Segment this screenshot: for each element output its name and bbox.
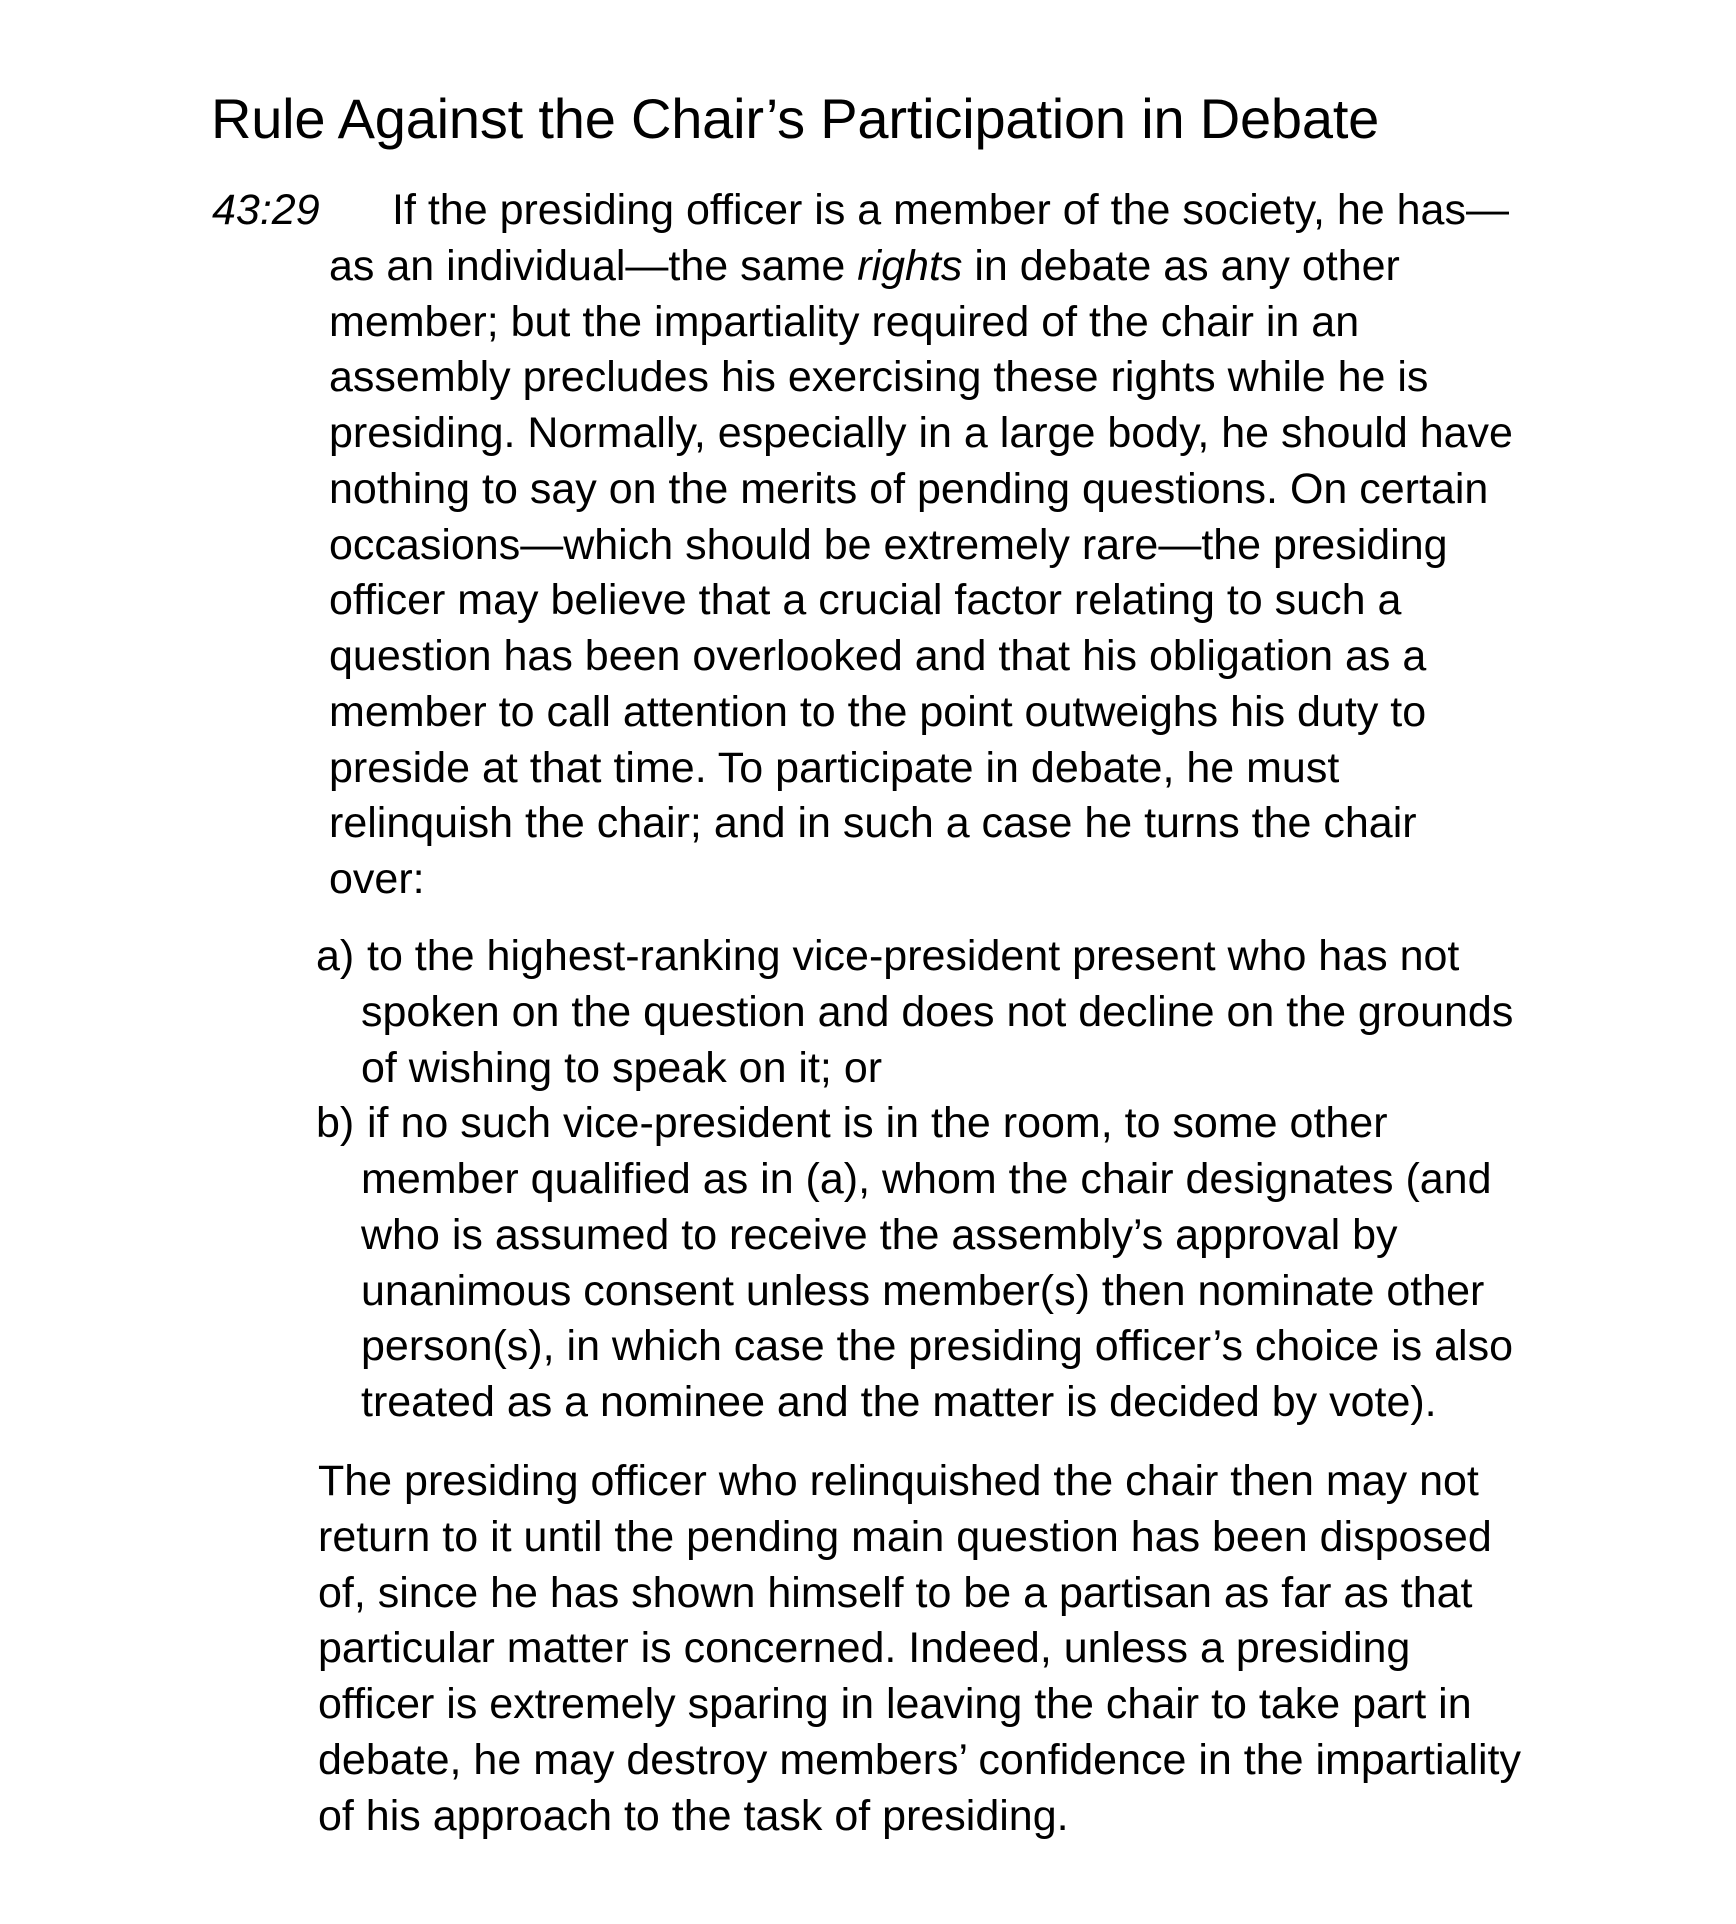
paragraph-line: relinquish the chair; and in such a case he turns the chair [329,799,1417,848]
sub-list [0,929,1513,1431]
paragraph-line [0,239,1513,295]
list-line: treated as a nominee and the matter is decided by vote). [361,1378,1437,1426]
list-line [0,1096,1513,1152]
list-line: person(s), in which case the presiding officer’s choice is also [361,1322,1514,1371]
paragraph-number: 43:29 [212,186,320,234]
paragraph-line [0,183,1513,239]
list-line: spoken on the question and does not decline on the grounds [361,987,1514,1036]
closing-paragraph [0,1454,1521,1844]
paragraph-43-29 [0,183,1513,908]
paragraph-line: nothing to say on the merits of pending questions. On certain [329,464,1489,513]
paragraph-line: occasions—which should be extremely rare—the presiding [329,520,1448,569]
section-title: Rule Against the Chair’s Participation in Debate [211,87,1380,150]
list-line: who is assumed to receive the assembly’s approval by [361,1210,1398,1259]
list-marker: b) [316,1099,355,1148]
paragraph-line: of, since he has shown himself to be a partisan as far as that [318,1568,1473,1617]
list-text: to the highest-ranking vice-president present who has not [367,932,1460,980]
paragraph-line: question has been overlooked and that his obligation as a [329,632,1427,680]
paragraph-text: If the presiding officer is a member of the society, he has— [392,186,1509,234]
paragraph-line: assembly precludes his exercising these rights while he is [329,353,1429,402]
emphasized-term: rights [857,241,963,290]
list-text: if no such vice-president is in the room, to some other [367,1099,1388,1148]
paragraph-line: over: [329,855,425,903]
text-run: in debate as any other [962,241,1400,290]
list-line: member qualified as in (a), whom the chair designates (and [361,1155,1492,1203]
paragraph-line: presiding. Normally, especially in a large body, he should have [329,409,1513,457]
list-item-b [0,1096,1513,1431]
paragraph-line: The presiding officer who relinquished the chair then may not [318,1457,1479,1505]
list-line [0,929,1513,985]
list-item-a [0,929,1513,1096]
paragraph-line: particular matter is concerned. Indeed, unless a presiding [318,1624,1411,1673]
paragraph-line: officer is extremely sparing in leaving the chair to take part in [318,1680,1472,1728]
paragraph-line: return to it until the pending main question has been disposed [318,1512,1492,1561]
list-line: unanimous consent unless member(s) then nominate other [361,1266,1485,1315]
paragraph-line: officer may believe that a crucial factor relating to such a [329,576,1402,625]
paragraph-line: member; but the impartiality required of the chair in an [329,297,1360,346]
paragraph-line: preside at that time. To participate in debate, he must [329,743,1340,792]
list-marker: a) [316,932,355,980]
paragraph-line: member to call attention to the point outweighs his duty to [329,687,1427,736]
text-run: as an individual—the same [329,241,858,290]
paragraph-line: of his approach to the task of presiding. [318,1791,1069,1840]
paragraph-line: debate, he may destroy members’ confidence in the impartiality [318,1735,1521,1784]
list-line: of wishing to speak on it; or [361,1043,883,1092]
